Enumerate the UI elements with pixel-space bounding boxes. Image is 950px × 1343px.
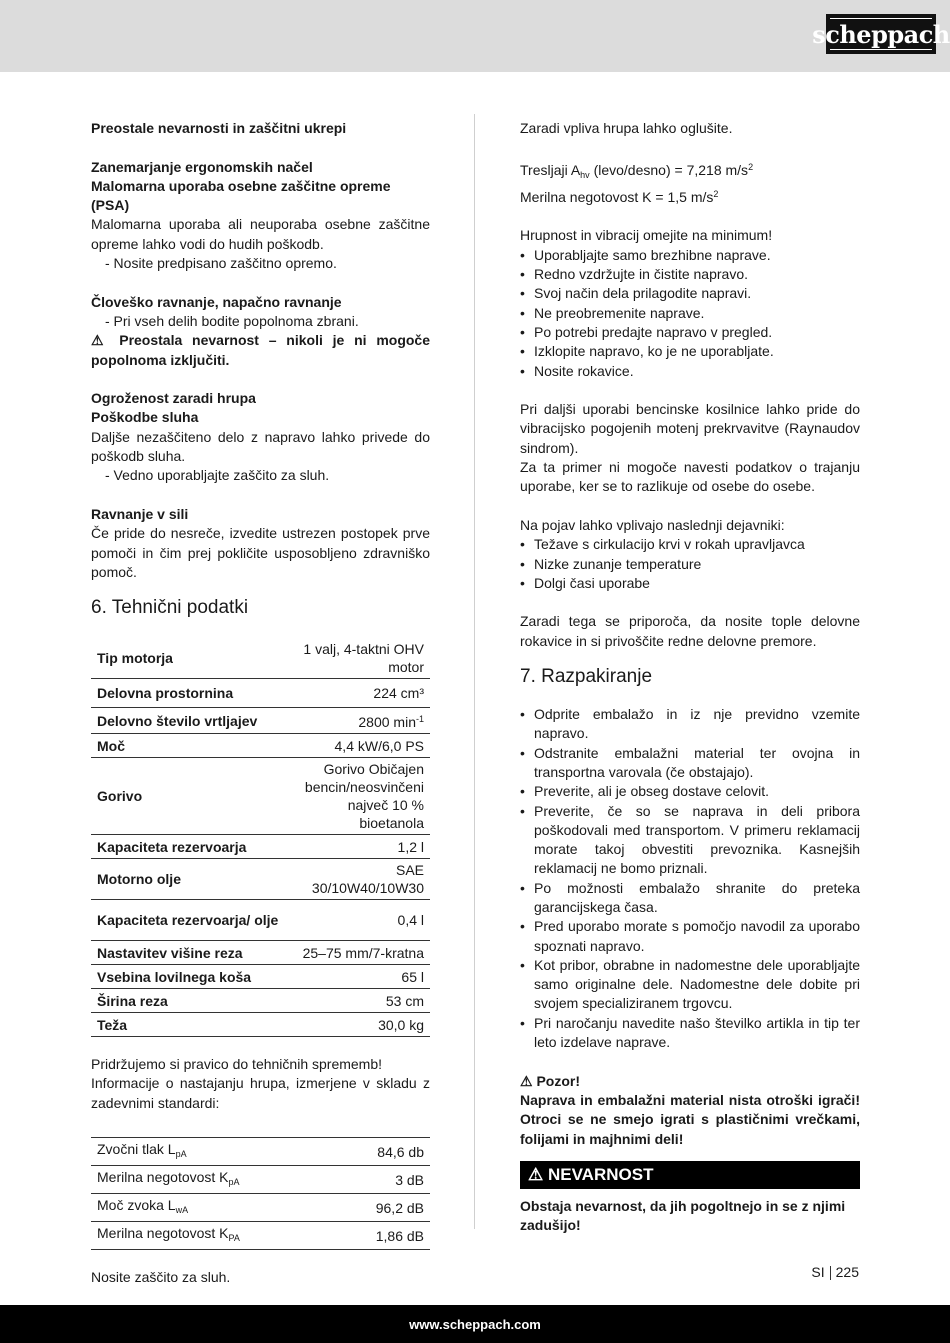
right-column <box>520 119 860 1235</box>
caution-title: Pozor! <box>536 1072 581 1089</box>
spec-label: Vsebina lovilnega koša <box>91 965 288 989</box>
noise-value: 84,6 db <box>335 1138 430 1166</box>
spec-label: Moč <box>91 734 288 758</box>
table-row <box>91 1222 430 1250</box>
table-row <box>91 965 430 989</box>
list-item: • Težave s cirkulacijo krvi v rokah upravljavca <box>520 536 805 553</box>
table-row <box>91 859 430 900</box>
brand-logo <box>812 14 950 54</box>
column-divider <box>474 114 475 1229</box>
noise-label <box>91 1166 335 1194</box>
page-lang: SI <box>811 1264 825 1280</box>
spec-value: 65 l <box>288 965 430 989</box>
list-item-text: Odstranite embalažni material ter ovojna in transportna varovala (če obstajajo). <box>534 744 860 780</box>
noise-label-text: Moč zvoka L <box>97 1197 176 1214</box>
spec-label: Širina reza <box>91 989 288 1013</box>
warning-triangle-icon: ⚠ <box>91 332 110 349</box>
list-item: • Izklopite napravo, ko je ne uporabljate. <box>520 343 774 360</box>
table-row <box>91 1013 430 1037</box>
text-gloves: Zaradi tega se priporoča, da nosite tople delovne rokavice in si privoščite redne delovne premore. <box>520 613 860 649</box>
spec-value: 1 valj, 4-taktni OHV motor <box>288 638 430 679</box>
minimize-list <box>520 246 860 381</box>
noise-label-sub: pA <box>228 1177 240 1188</box>
spec-value: 1,2 l <box>288 835 430 859</box>
noise-label-text: Zvočni tlak L <box>97 1141 176 1158</box>
text-duration: Za ta primer ni mogoče navesti podatkov o trajanju uporabe, ker se to razlikuje od osebe do osebe. <box>520 459 860 495</box>
noise-label-sub: PA <box>228 1233 240 1244</box>
list-item-text: Nosite rokavice. <box>534 362 634 379</box>
vibration-sub: hv <box>580 169 590 180</box>
table-row <box>91 708 430 734</box>
list-item: • Nizke zunanje temperature <box>520 555 702 572</box>
footer-bar <box>0 1305 950 1343</box>
uncertainty-label: Merilna negotovost K = 1,5 m/s <box>520 188 714 205</box>
residual-risk-warning <box>91 331 430 370</box>
section-6-title: 6. Tehnični podatki <box>91 597 249 619</box>
noise-label <box>91 1222 335 1250</box>
list-item-text: Redno vzdržujte in čistite napravo. <box>534 266 748 283</box>
spec-value: 0,4 l <box>288 900 430 941</box>
spec-label: Motorno olje <box>91 859 288 900</box>
list-item: • Ne preobremenite naprave. <box>520 304 705 321</box>
table-row <box>91 1166 430 1194</box>
list-item: • Nosite rokavice. <box>520 362 634 379</box>
text-psa: Malomarna uporaba ali neuporaba osebne zaščitne opreme lahko vodi do hudih poškodb. <box>91 216 430 252</box>
uncertainty-value <box>520 185 860 207</box>
spec-label: Delovno število vrtljajev <box>91 708 288 734</box>
unpack-list <box>520 705 860 1052</box>
spec-value: 224 cm³ <box>288 679 430 708</box>
spec-value-sup: -1 <box>415 714 424 725</box>
noise-value: 1,86 dB <box>335 1222 430 1250</box>
danger-text: Obstaja nevarnost, da jih pogoltnejo in se z njimi zadušijo! <box>520 1197 846 1234</box>
text-factors: Na pojav lahko vplivajo naslednji dejavniki: <box>520 516 785 533</box>
noise-value: 3 dB <box>335 1166 430 1194</box>
noise-label <box>91 1194 335 1222</box>
table-row <box>91 1138 430 1166</box>
spec-value: 25–75 mm/7-kratna <box>288 941 430 965</box>
spec-label: Delovna prostornina <box>91 679 288 708</box>
noise-label-sub: pA <box>175 1149 187 1160</box>
danger-title: NEVARNOST <box>547 1164 654 1184</box>
residual-risk-text: Preostala nevarnost – nikoli je ni mogoče popolnoma izključiti. <box>91 332 430 368</box>
list-item-text: Dolgi časi uporabe <box>534 574 650 591</box>
heading-residual-risks: Preostale nevarnosti in zaščitni ukrepi <box>91 120 347 136</box>
caution-heading <box>520 1072 860 1091</box>
list-item-text: Preverite, ali je obseg dostave celovit. <box>534 783 770 800</box>
table-row <box>91 835 430 859</box>
noise-label-text: Merilna negotovost K <box>97 1169 229 1186</box>
list-item: • Dolgi časi uporabe <box>520 574 650 591</box>
list-item-text: Pri naročanju navedite našo številko artikla in tip ter leto izdelave naprave. <box>534 1014 860 1051</box>
list-item: • Pred uporabo morate s pomočjo navodil za uporabo spoznati napravo. <box>520 918 860 954</box>
list-item-text: Uporabljajte samo brezhibne naprave. <box>534 246 771 263</box>
text-reserve-right: Pridržujemo si pravico do tehničnih sprememb! <box>91 1056 383 1073</box>
text-noise-info: Informacije o nastajanju hrupa, izmerjene v skladu z zadevnimi standardi: <box>91 1075 430 1111</box>
vibration-rest: (levo/desno) = 7,218 m/s <box>589 161 749 178</box>
text-minimize: Hrupnost in vibracij omejite na minimum! <box>520 227 773 244</box>
heading-noise: Ogroženost zaradi hrupa <box>91 390 256 407</box>
list-item: • Svoj način dela prilagodite napravi. <box>520 285 752 302</box>
list-item: • Kot pribor, obrabne in nadomestne dele uporabljajte samo originalne dele. Nadomestne dele dobite pri svojem specializiranem trgovcu. <box>520 956 860 1012</box>
table-row <box>91 1194 430 1222</box>
heading-psa: Malomarna uporaba osebne zaščitne opreme (PSA) <box>91 177 391 214</box>
vibration-value <box>520 158 860 185</box>
noise-label <box>91 1138 335 1166</box>
noise-label-text: Merilna negotovost K <box>97 1225 229 1242</box>
list-item-text: Odprite embalažo in iz nje previdno vzemite napravo. <box>534 706 860 742</box>
list-item: • Redno vzdržujte in čistite napravo. <box>520 266 748 283</box>
spec-value: SAE 30/10W40/10W30 <box>288 859 430 900</box>
spec-value: 30,0 kg <box>288 1013 430 1037</box>
vibration-label: Tresljaji A <box>520 161 581 178</box>
table-row <box>91 900 430 941</box>
spec-label: Nastavitev višine reza <box>91 941 288 965</box>
noise-label-sub: wA <box>175 1205 189 1216</box>
warning-triangle-icon: ⚠ <box>528 1164 544 1184</box>
spec-value: 53 cm <box>288 989 430 1013</box>
list-item-text: Po potrebi predajte napravo v pregled. <box>534 323 773 340</box>
list-item: • Odprite embalažo in iz nje previdno vzemite napravo. <box>520 706 860 742</box>
list-item-text: Nizke zunanje temperature <box>534 555 702 572</box>
page-number <box>811 1264 859 1280</box>
dash-human: - Pri vseh delih bodite popolnoma zbrani. <box>105 312 359 329</box>
heading-emergency: Ravnanje v sili <box>91 505 189 522</box>
noise-value: 96,2 dB <box>335 1194 430 1222</box>
dash-hearing: - Vedno uporabljajte zaščito za sluh. <box>105 467 330 484</box>
table-row <box>91 638 430 679</box>
spec-label: Kapaciteta rezervoarja/ olje <box>91 900 288 941</box>
text-hearing: Daljše nezaščiteno delo z napravo lahko privede do poškodb sluha. <box>91 428 430 465</box>
specs-table <box>91 638 430 1037</box>
list-item-text: Ne preobremenite naprave. <box>534 304 705 321</box>
factors-list <box>520 535 860 593</box>
caution-text: Naprava in embalažni material nista otroški igrači! Otroci se ne smejo igrati s plastičnimi vrečkami, folijami in majhnimi deli! <box>520 1091 860 1147</box>
list-item: • Pri naročanju navedite našo številko artikla in tip ter leto izdelave naprave. <box>520 1014 860 1051</box>
brand-logo-text: scheppach <box>812 19 950 49</box>
table-row <box>91 758 430 835</box>
list-item: • Preverite, ali je obseg dostave celovit. <box>520 783 770 800</box>
list-item: • Po možnosti embalažo shranite do preteka garancijskega časa. <box>520 879 860 915</box>
spec-value-text: 2800 min <box>358 714 416 731</box>
spec-label: Teža <box>91 1013 288 1037</box>
noise-table <box>91 1137 430 1250</box>
list-item: • Uporabljajte samo brezhibne naprave. <box>520 246 771 263</box>
spec-label: Gorivo <box>91 758 288 835</box>
left-column <box>91 119 430 1287</box>
header-bar <box>0 0 950 72</box>
table-row <box>91 941 430 965</box>
list-item-text: Svoj način dela prilagodite napravi. <box>534 285 752 302</box>
text-deafness: Zaradi vpliva hrupa lahko oglušite. <box>520 120 733 136</box>
list-item-text: Pred uporabo morate s pomočjo navodil za uporabo spoznati napravo. <box>534 918 860 954</box>
dash-psa: - Nosite predpisano zaščitno opremo. <box>105 255 337 272</box>
list-item: • Po potrebi predajte napravo v pregled. <box>520 323 773 340</box>
vibration-sup: 2 <box>748 161 754 172</box>
list-item-text: Izklopite napravo, ko je ne uporabljate. <box>534 343 774 360</box>
list-item: • Odstranite embalažni material ter ovojna in transportna varovala (če obstajajo). <box>520 744 860 780</box>
heading-hearing: Poškodbe sluha <box>91 409 199 426</box>
text-emergency: Če pride do nesreče, izvedite ustrezen postopek prve pomoči in čim prej pokličite usposobljeno zdravniško pomoč. <box>91 525 430 580</box>
spec-value: 4,4 kW/6,0 PS <box>288 734 430 758</box>
list-item-text: Kot pribor, obrabne in nadomestne dele uporabljajte samo originalne dele. Nadomestne dele dobite pri svojem specializiranem trgovcu. <box>534 956 860 1012</box>
uncertainty-sup: 2 <box>713 188 719 199</box>
list-item-text: Po možnosti embalažo shranite do preteka garancijskega časa. <box>534 879 860 915</box>
list-item: • Preverite, če so se naprava in deli pribora poškodovali med transportom. V primeru reklamacij morate takoj obvestiti prevoznika. Kasnejših reklamacij ne bomo priznali. <box>520 802 860 877</box>
list-item-text: Preverite, če so se naprava in deli pribora poškodovali med transportom. V primeru reklamacij morate takoj obvestiti prevoznika. Kasnejših reklamacij ne bomo priznali. <box>534 802 860 877</box>
table-row <box>91 679 430 708</box>
danger-banner <box>520 1161 860 1189</box>
section-7-title: 7. Razpakiranje <box>520 666 653 688</box>
warning-triangle-icon: ⚠ <box>520 1072 533 1089</box>
heading-ergonomics: Zanemarjanje ergonomskih načel <box>91 158 313 175</box>
table-row <box>91 734 430 758</box>
text-wear-ear-protection: Nosite zaščito za sluh. <box>91 1269 231 1286</box>
page-number-value: 225 <box>835 1264 859 1280</box>
heading-human-behaviour: Človeško ravnanje, napačno ravnanje <box>91 293 342 310</box>
table-row <box>91 989 430 1013</box>
spec-value <box>288 708 430 734</box>
spec-value: Gorivo Običajen bencin/neosvinčeni največ 10 % bioetanola <box>288 758 430 835</box>
text-raynaud: Pri daljši uporabi bencinske kosilnice lahko pride do vibracijsko pogojenih motenj prekrvavitve (Raynaudov sindrom). <box>520 401 860 456</box>
list-item-text: Težave s cirkulacijo krvi v rokah upravljavca <box>534 536 805 553</box>
spec-label: Kapaciteta rezervoarja <box>91 835 288 859</box>
spec-label: Tip motorja <box>91 638 288 679</box>
footer-url[interactable]: www.scheppach.com <box>409 1316 541 1332</box>
